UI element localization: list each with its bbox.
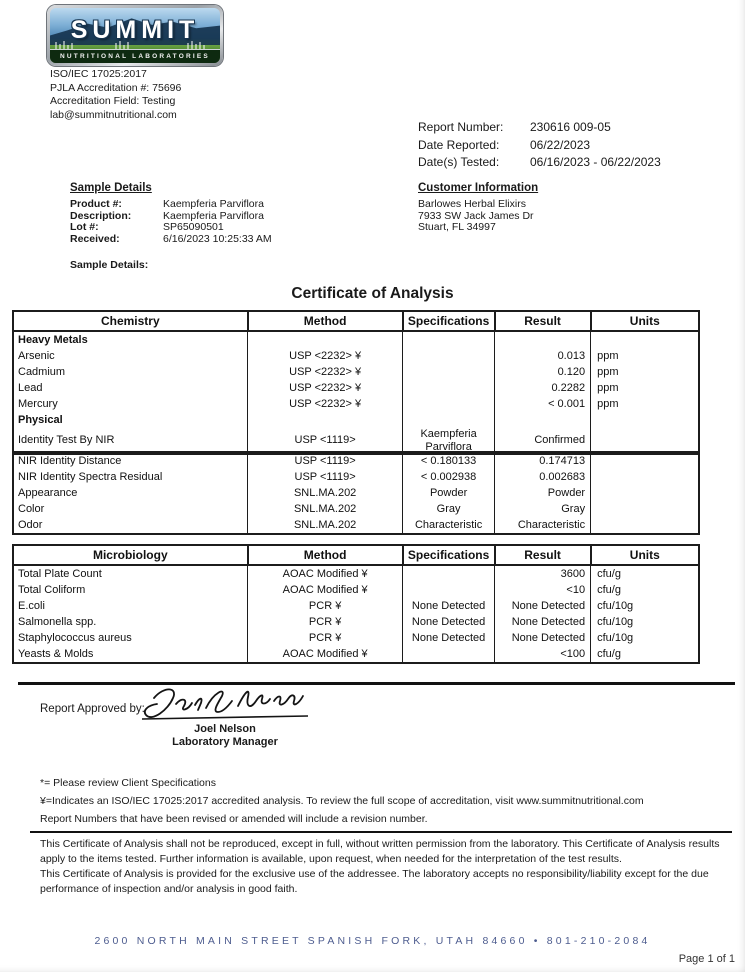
specification-cell: None Detected <box>403 614 495 630</box>
method-cell <box>248 331 403 348</box>
logo-tagline-band <box>50 49 220 63</box>
specification-cell <box>403 348 495 364</box>
table-row <box>13 380 699 396</box>
specification-cell <box>403 565 495 582</box>
signature-image <box>138 682 313 724</box>
chemistry-table <box>12 310 700 455</box>
table-row <box>13 364 699 380</box>
result-cell <box>495 412 591 428</box>
column-header: Units <box>591 311 699 331</box>
accreditation-block <box>50 68 181 122</box>
analyte-cell: Color <box>13 501 248 517</box>
specification-cell: < 0.002938 <box>403 469 495 485</box>
lab-logo-art <box>50 8 220 63</box>
footer-address: 2600 NORTH MAIN STREET SPANISH FORK, UTAH 84660 • 801-210-2084 <box>94 935 651 947</box>
sample-details-block <box>70 183 272 246</box>
accreditation-line: lab@summitnutritional.com <box>50 108 177 121</box>
customer-info-line: Stuart, FL 34997 <box>418 221 496 234</box>
analyte-cell: Cadmium <box>13 364 248 380</box>
result-cell: Gray <box>495 501 591 517</box>
sample-details-rows <box>70 199 272 246</box>
method-cell <box>248 412 403 428</box>
specification-cell: Powder <box>403 485 495 501</box>
units-cell: cfu/10g <box>591 630 699 646</box>
units-cell <box>591 485 699 501</box>
analyte-cell: Appearance <box>13 485 248 501</box>
analyte-cell: E.coli <box>13 598 248 614</box>
microbiology-table <box>12 544 700 664</box>
sample-details-heading: Sample Details <box>70 182 152 194</box>
table-row <box>13 396 699 412</box>
specification-cell <box>403 396 495 412</box>
analyte-cell: Odor <box>13 517 248 534</box>
table-row <box>13 348 699 364</box>
customer-info-lines <box>418 199 538 234</box>
result-cell <box>495 331 591 348</box>
analyte-cell: Physical <box>13 412 248 428</box>
method-cell: PCR ¥ <box>248 614 403 630</box>
customer-info-line: 7933 SW Jack James Dr <box>418 209 534 222</box>
analyte-cell: Yeasts & Molds <box>13 646 248 663</box>
column-header: Specifications <box>403 545 495 565</box>
report-info-value: 06/16/2023 - 06/22/2023 <box>530 155 661 169</box>
analyte-cell: Salmonella spp. <box>13 614 248 630</box>
result-cell: Confirmed <box>495 428 591 454</box>
method-cell: PCR ¥ <box>248 630 403 646</box>
field-label: Received: <box>70 233 120 246</box>
specification-cell <box>403 364 495 380</box>
table-row <box>13 582 699 598</box>
method-cell: AOAC Modified ¥ <box>248 646 403 663</box>
analyte-cell: NIR Identity Distance <box>13 452 248 469</box>
units-cell: ppm <box>591 348 699 364</box>
table-row <box>13 452 699 469</box>
report-approved-label: Report Approved by: <box>40 703 145 715</box>
specification-cell: None Detected <box>403 630 495 646</box>
signer-title: Laboratory Manager <box>172 736 278 748</box>
specification-cell <box>403 582 495 598</box>
analyte-cell: Arsenic <box>13 348 248 364</box>
method-cell: SNL.MA.202 <box>248 517 403 534</box>
units-cell <box>591 331 699 348</box>
column-header: Method <box>248 311 403 331</box>
field-label: Product #: <box>70 197 122 210</box>
table-row <box>13 517 699 534</box>
result-cell: < 0.001 <box>495 396 591 412</box>
units-cell: cfu/10g <box>591 598 699 614</box>
analyte-cell: Lead <box>13 380 248 396</box>
result-cell: Powder <box>495 485 591 501</box>
specification-cell <box>403 331 495 348</box>
analyte-cell: Staphylococcus aureus <box>13 630 248 646</box>
disclaimer-block <box>40 837 732 897</box>
field-value: Kaempferia Parviflora <box>163 197 264 210</box>
method-cell: USP <1119> <box>248 469 403 485</box>
table-row <box>13 331 699 348</box>
result-cell: 0.013 <box>495 348 591 364</box>
chemistry-header-row <box>13 311 699 331</box>
table-row <box>13 485 699 501</box>
report-info-value: 230616 009-05 <box>530 120 611 134</box>
report-info-label: Date Reported: <box>418 137 500 152</box>
table-row <box>13 630 699 646</box>
method-cell: PCR ¥ <box>248 598 403 614</box>
specification-cell: Characteristic <box>403 517 495 534</box>
table-row <box>13 469 699 485</box>
result-cell: None Detected <box>495 614 591 630</box>
physical-table <box>12 451 700 535</box>
report-info-label: Report Number: <box>418 120 504 134</box>
result-cell: <10 <box>495 582 591 598</box>
table-row <box>13 614 699 630</box>
method-cell: USP <2232> ¥ <box>248 396 403 412</box>
units-cell <box>591 452 699 469</box>
method-cell: SNL.MA.202 <box>248 485 403 501</box>
result-cell: 0.002683 <box>495 469 591 485</box>
customer-info-line: Barlowes Herbal Elixirs <box>418 197 526 210</box>
page-title: Certificate of Analysis <box>291 285 454 302</box>
microbiology-header-row <box>13 545 699 565</box>
field-value: 6/16/2023 10:25:33 AM <box>163 233 272 246</box>
result-cell: Characteristic <box>495 517 591 534</box>
result-cell: 3600 <box>495 565 591 582</box>
analyte-cell: NIR Identity Spectra Residual <box>13 469 248 485</box>
disclaimer-paragraph: This Certificate of Analysis shall not be reproduced, except in full, without written permission from the laboratory. This Certificate of Analysis results apply to the items tested. Further information is available, upon request, when needed for the interpretation of the test results. <box>40 838 720 865</box>
units-cell <box>591 501 699 517</box>
table-row <box>13 598 699 614</box>
units-cell: cfu/g <box>591 646 699 663</box>
sample-detail-row <box>70 199 272 211</box>
column-header: Chemistry <box>13 311 248 331</box>
column-header: Result <box>495 545 591 565</box>
footnote-line: Report Numbers that have been revised or amended will include a revision number. <box>40 813 428 825</box>
units-cell <box>591 469 699 485</box>
logo-brand-text: SUMMIT <box>70 16 200 44</box>
column-header: Units <box>591 545 699 565</box>
specification-cell: < 0.180133 <box>403 452 495 469</box>
field-label: Lot #: <box>70 221 99 234</box>
accreditation-line: PJLA Accreditation #: 75696 <box>50 81 182 94</box>
result-cell: None Detected <box>495 630 591 646</box>
report-info-row <box>418 154 661 172</box>
footnotes-block <box>40 774 644 828</box>
units-cell <box>591 517 699 534</box>
column-header: Method <box>248 545 403 565</box>
result-cell: <100 <box>495 646 591 663</box>
logo-tagline-text: NUTRITIONAL LABORATORIES <box>60 53 210 60</box>
method-cell: USP <1119> <box>248 428 403 454</box>
result-cell: 0.174713 <box>495 452 591 469</box>
report-info-label: Date(s) Tested: <box>418 155 500 169</box>
disclaimer-divider <box>30 831 732 833</box>
result-cell: 0.2282 <box>495 380 591 396</box>
units-cell: cfu/10g <box>591 614 699 630</box>
specification-cell <box>403 412 495 428</box>
specification-cell <box>403 380 495 396</box>
method-cell: USP <2232> ¥ <box>248 348 403 364</box>
units-cell: ppm <box>591 380 699 396</box>
field-value: Kaempferia Parviflora <box>163 209 264 222</box>
units-cell: ppm <box>591 396 699 412</box>
result-cell: None Detected <box>495 598 591 614</box>
result-cell: 0.120 <box>495 364 591 380</box>
analyte-cell: Total Plate Count <box>13 565 248 582</box>
table-row <box>13 412 699 428</box>
analyte-cell: Identity Test By NIR <box>13 428 248 454</box>
units-cell <box>591 412 699 428</box>
signature-divider <box>18 682 735 685</box>
specification-cell: Gray <box>403 501 495 517</box>
customer-info-heading: Customer Information <box>418 182 539 194</box>
customer-info-block <box>418 183 538 234</box>
method-cell: AOAC Modified ¥ <box>248 582 403 598</box>
disclaimer-paragraph: This Certificate of Analysis is provided for the exclusive use of the addressee. The laboratory accepts no responsibility/liability except for the due performance of inspection and/or analysis in good faith. <box>40 868 709 895</box>
method-cell: AOAC Modified ¥ <box>248 565 403 582</box>
table-row <box>13 565 699 582</box>
column-header: Microbiology <box>13 545 248 565</box>
method-cell: USP <2232> ¥ <box>248 380 403 396</box>
footnote-line: ¥=Indicates an ISO/IEC 17025:2017 accredited analysis. To review the full scope of accreditation, visit www.summitnutritional.com <box>40 795 644 807</box>
report-info-value: 06/22/2023 <box>530 137 591 152</box>
specification-cell: Kaempferia Parviflora <box>403 428 495 454</box>
method-cell: USP <1119> <box>248 452 403 469</box>
signer-name: Joel Nelson <box>194 723 256 735</box>
sample-details-extra-label: Sample Details: <box>70 259 149 271</box>
accreditation-line: Accreditation Field: Testing <box>50 95 176 107</box>
report-info-block <box>418 119 661 172</box>
field-label: Description: <box>70 209 132 222</box>
page-number: Page 1 of 1 <box>678 953 735 965</box>
footnote-line: *= Please review Client Specifications <box>40 777 216 789</box>
lab-logo <box>47 5 223 66</box>
table-row <box>13 646 699 663</box>
column-header: Specifications <box>403 311 495 331</box>
method-cell: SNL.MA.202 <box>248 501 403 517</box>
analyte-cell: Mercury <box>13 396 248 412</box>
table-row <box>13 501 699 517</box>
report-info-row <box>418 137 661 155</box>
analyte-cell: Heavy Metals <box>13 331 248 348</box>
accreditation-line: ISO/IEC 17025:2017 <box>50 68 147 80</box>
field-value: SP65090501 <box>163 221 224 234</box>
sample-detail-row <box>70 234 272 246</box>
specification-cell <box>403 646 495 663</box>
report-info-row <box>418 119 661 137</box>
units-cell: ppm <box>591 364 699 380</box>
specification-cell: None Detected <box>403 598 495 614</box>
units-cell: cfu/g <box>591 565 699 582</box>
units-cell: cfu/g <box>591 582 699 598</box>
analyte-cell: Total Coliform <box>13 582 248 598</box>
column-header: Result <box>495 311 591 331</box>
method-cell: USP <2232> ¥ <box>248 364 403 380</box>
